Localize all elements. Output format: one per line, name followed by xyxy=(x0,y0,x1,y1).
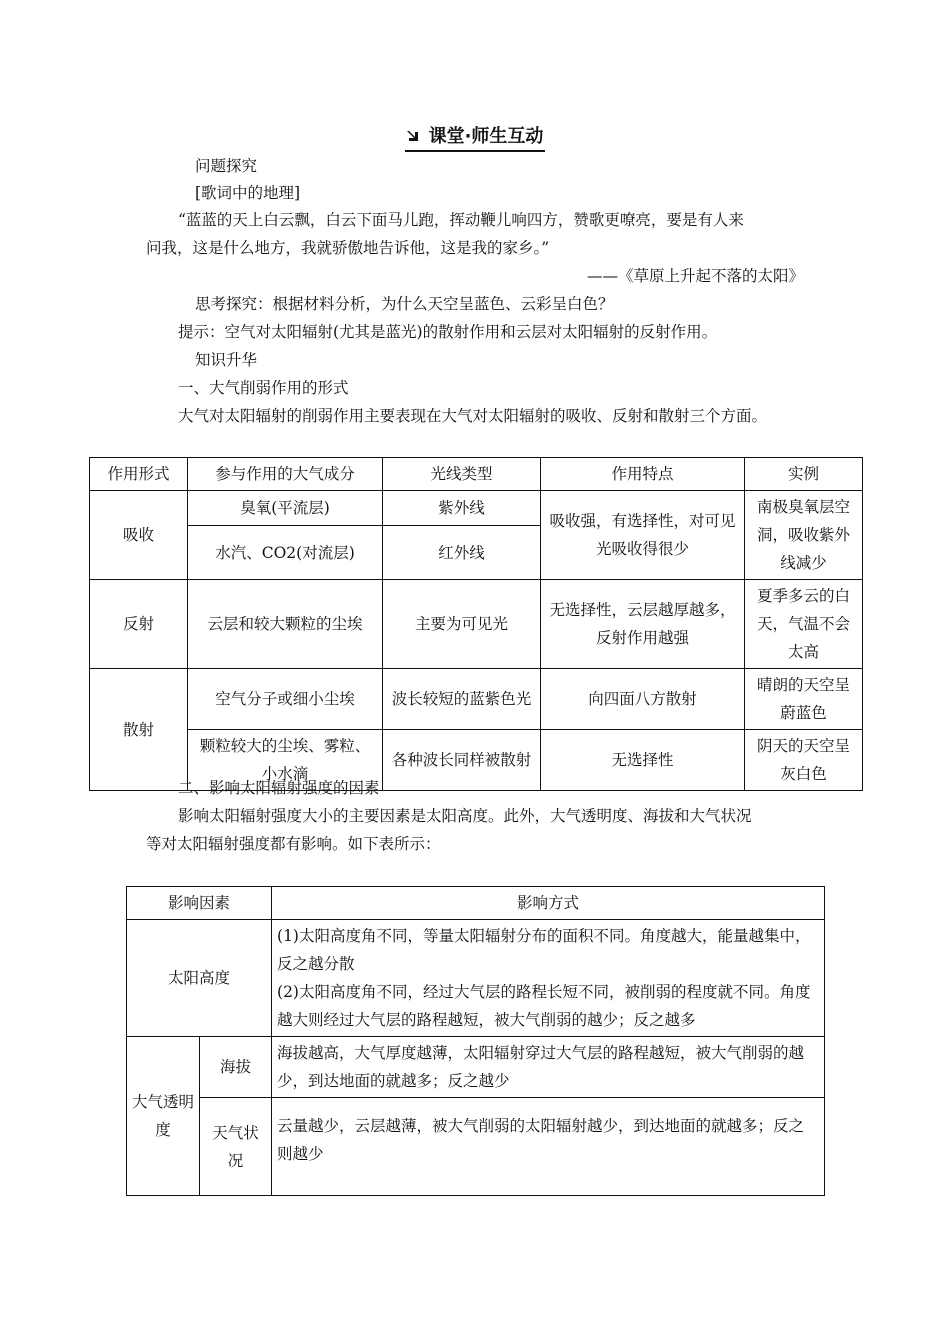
table-cell: 海拔 xyxy=(200,1037,272,1098)
effect-text: (1)太阳高度角不同，等量太阳辐射分布的面积不同。角度越大，能量越集中，反之越分散 xyxy=(277,927,811,973)
table-cell: 天气状况 xyxy=(200,1098,272,1196)
table-cell: 臭氧(平流层) xyxy=(188,491,383,526)
table-header: 参与作用的大气成分 xyxy=(188,458,383,491)
table-header: 影响方式 xyxy=(272,887,825,920)
table-cell: 向四面八方散射 xyxy=(541,669,745,730)
subsection-knowledge: 知识升华 xyxy=(195,351,258,369)
table-header: 作用特点 xyxy=(541,458,745,491)
table-cell: 红外线 xyxy=(383,526,541,580)
table-cell: 颗粒较大的尘埃、雾粒、小水滴 xyxy=(188,730,383,791)
effect-text: (2)太阳高度角不同，经过大气层的路程长短不同，被削弱的程度就不同。角度越大则经过大气层的路程越短，被大气削弱的越少；反之越多 xyxy=(277,983,811,1029)
table-header: 光线类型 xyxy=(383,458,541,491)
table-cell: 云层和较大颗粒的尘埃 xyxy=(188,580,383,669)
table-header: 作用形式 xyxy=(90,458,188,491)
lyric-line-1: “蓝蓝的天上白云飘，白云下面马儿跑，挥动鞭儿响四方，赞歌更嘹亮，要是有人来 xyxy=(178,211,744,229)
table-cell: 太阳高度 xyxy=(127,920,272,1037)
table-cell: 海拔越高，大气厚度越薄，太阳辐射穿过大气层的路程越短，被大气削弱的越少，到达地面的就越多；反之越少 xyxy=(272,1037,825,1098)
table-cell: 水汽、CO2(对流层) xyxy=(188,526,383,580)
table-cell: 无选择性，云层越厚越多，反射作用越强 xyxy=(541,580,745,669)
table-cell: 大气透明度 xyxy=(127,1037,200,1196)
subsection-lyrics: [歌词中的地理] xyxy=(195,184,301,202)
hint-text: 提示：空气对太阳辐射(尤其是蓝光)的散射作用和云层对太阳辐射的反射作用。 xyxy=(178,323,718,341)
paragraph-2-line-2: 等对太阳辐射强度都有影响。如下表所示： xyxy=(146,835,441,853)
table-cell: 晴朗的天空呈蔚蓝色 xyxy=(745,669,863,730)
table-cell: 波长较短的蓝紫色光 xyxy=(383,669,541,730)
paragraph-1: 大气对太阳辐射的削弱作用主要表现在大气对太阳辐射的吸收、反射和散射三个方面。 xyxy=(178,407,768,425)
weakening-table xyxy=(89,457,863,791)
heading-2: 二、影响太阳辐射强度的因素 xyxy=(178,779,380,797)
arrow-icon xyxy=(407,128,423,149)
lyric-source: ——《草原上升起不落的太阳》 xyxy=(586,267,804,285)
section-title xyxy=(0,122,950,152)
question-text: 思考探究：根据材料分析，为什么天空呈蓝色、云彩呈白色？ xyxy=(195,295,614,313)
table-cell: 各种波长同样被散射 xyxy=(383,730,541,791)
subsection-problem: 问题探究 xyxy=(195,157,258,175)
table-header: 实例 xyxy=(745,458,863,491)
table-cell: 主要为可见光 xyxy=(383,580,541,669)
paragraph-2-line-1: 影响太阳辐射强度大小的主要因素是太阳高度。此外，大气透明度、海拔和大气状况 xyxy=(178,807,752,825)
table-cell: 夏季多云的白天，气温不会太高 xyxy=(745,580,863,669)
table-cell: 吸收 xyxy=(90,491,188,580)
table-header: 影响因素 xyxy=(127,887,272,920)
table-cell: 无选择性 xyxy=(541,730,745,791)
table-cell: 吸收强，有选择性，对可见光吸收得很少 xyxy=(541,491,745,580)
heading-1: 一、大气削弱作用的形式 xyxy=(178,379,349,397)
table-cell: 南极臭氧层空洞，吸收紫外线减少 xyxy=(745,491,863,580)
table-cell xyxy=(272,920,825,1037)
table-cell: 云量越少，云层越薄，被大气削弱的太阳辐射越少，到达地面的就越多；反之则越少 xyxy=(272,1098,825,1196)
lyric-line-2: 问我，这是什么地方，我就骄傲地告诉他，这是我的家乡。” xyxy=(146,239,550,257)
table-cell: 紫外线 xyxy=(383,491,541,526)
factors-table xyxy=(126,886,825,1196)
table-cell: 反射 xyxy=(90,580,188,669)
table-cell: 阴天的天空呈灰白色 xyxy=(745,730,863,791)
table-cell: 散射 xyxy=(90,669,188,791)
table-cell: 空气分子或细小尘埃 xyxy=(188,669,383,730)
section-title-text: 课堂·师生互动 xyxy=(428,126,544,147)
